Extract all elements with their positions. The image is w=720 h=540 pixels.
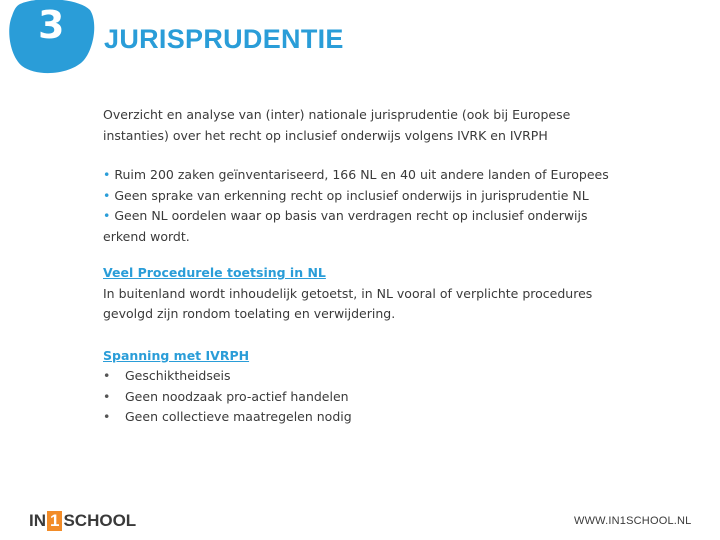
list-item [103,366,623,387]
findings-list [103,165,623,247]
bullet-text: Geen sprake van erkenning recht op inclusief onderwijs in jurisprudentie NL [114,187,589,203]
bullet-marker: • [103,208,111,223]
section-heading-ivrph: Spanning met IVRPH [103,347,250,363]
intro-line-2: instanties) over het recht op inclusief onderwijs volgens IVRK en IVRPH [103,127,548,143]
website-url: WWW.IN1SCHOOL.NL [574,515,692,527]
logo-text-school: SCHOOL [63,511,137,530]
list-item [103,407,623,428]
logo-text-in: IN [29,511,46,530]
section-heading-procedural: Veel Procedurele toetsing in NL [103,265,326,280]
list-item-text: Geschiktheidseis [125,368,231,383]
bullet-marker: • [103,409,111,424]
ivrph-list [103,366,623,428]
slide-content [103,105,623,428]
bullet-text: Geen NL oordelen waar op basis van verdragen recht op inclusief onderwijs [114,208,588,223]
intro-paragraph [103,105,623,146]
procedural-line-1: In buitenland wordt inhoudelijk getoetst, in NL vooral of verplichte procedures [103,285,593,301]
list-item-text: Geen collectieve maatregelen nodig [125,409,352,424]
bullet-marker: • [103,187,111,203]
list-item [103,206,623,227]
logo-one-block: 1 [47,511,62,531]
page-title: JURISPRUDENTIE [104,24,344,54]
list-item-text: Geen noodzaak pro-actief handelen [125,388,349,404]
bullet-marker: • [103,368,111,383]
bullet-marker: • [103,167,111,182]
section-number-badge [8,0,96,76]
list-item [103,387,623,408]
badge-number: 3 [38,3,65,47]
bullet-continuation: erkend wordt. [103,228,190,244]
procedural-section [103,263,623,325]
list-item [103,165,623,186]
bullet-text: Ruim 200 zaken geïnventariseerd, 166 NL en 40 uit andere landen of Europees [114,167,609,182]
bullet-marker: • [103,388,111,404]
in1school-logo [29,508,136,534]
ivrph-section [103,346,623,428]
list-item [103,186,623,207]
procedural-line-2: gevolgd zijn rondom toelating en verwijdering. [103,306,396,321]
intro-line-1: Overzicht en analyse van (inter) nationale jurisprudentie (ook bij Europese [103,107,571,122]
